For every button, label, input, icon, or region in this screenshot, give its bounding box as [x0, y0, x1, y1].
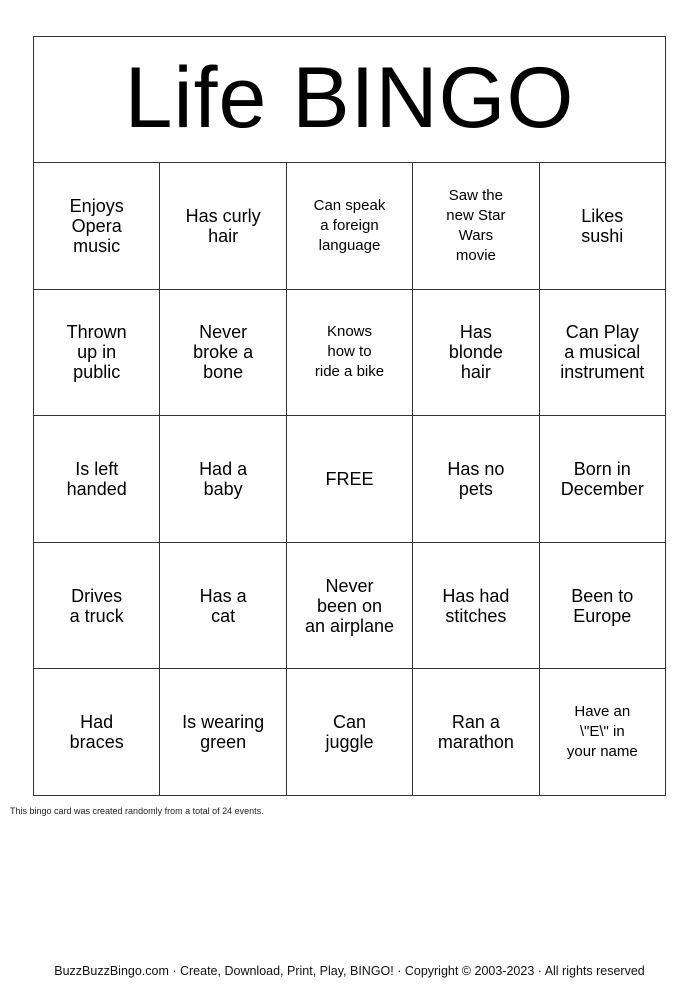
bingo-cell: [413, 669, 539, 796]
cell-text: Enjoys Opera music: [69, 195, 124, 256]
free-space-text: FREE: [325, 468, 374, 489]
cell-text: Had a baby: [199, 458, 248, 499]
bingo-cell: [413, 290, 539, 417]
bingo-cell: [540, 543, 666, 670]
cell-text: Born in December: [560, 458, 644, 499]
bingo-cell: [540, 163, 666, 290]
cell-text: Can juggle: [325, 712, 374, 753]
bingo-cell: [413, 416, 539, 543]
bingo-cell: [34, 290, 160, 417]
cell-text: Has no pets: [447, 458, 505, 499]
cell-text: Is left handed: [66, 458, 127, 499]
bingo-cell: [34, 163, 160, 290]
bingo-cell: [413, 163, 539, 290]
bingo-card: [33, 36, 666, 796]
cell-text: Has a cat: [199, 585, 247, 626]
bingo-cell: [160, 669, 286, 796]
bingo-cell: [160, 290, 286, 417]
bingo-grid: [33, 162, 666, 796]
page-footer: BuzzBuzzBingo.com · Create, Download, Print, Play, BINGO! · Copyright © 2003-2023 · All rights reserved: [54, 964, 645, 978]
bingo-cell: [34, 543, 160, 670]
cell-text: Been to Europe: [571, 585, 634, 626]
bingo-cell: [160, 543, 286, 670]
bingo-cell: [540, 290, 666, 417]
cell-text: Saw the new Star Wars movie: [446, 186, 506, 264]
cell-text: Can Play a musical instrument: [560, 322, 645, 383]
cell-text: Never broke a bone: [193, 322, 254, 383]
cell-text: Likes sushi: [581, 205, 624, 246]
bingo-cell: [287, 163, 413, 290]
card-title: Life BINGO: [124, 49, 575, 146]
cell-text: Have an \"E\" in your name: [566, 703, 638, 761]
title-box: [33, 36, 666, 163]
cell-text: Drives a truck: [69, 585, 124, 626]
bingo-cell: [287, 669, 413, 796]
cell-text: Ran a marathon: [437, 712, 514, 753]
cell-text: Is wearing green: [182, 712, 265, 753]
bingo-cell: [287, 543, 413, 670]
bingo-cell: [287, 290, 413, 417]
card-generation-note: This bingo card was created randomly from a total of 24 events.: [10, 806, 264, 816]
cell-text: Has had stitches: [442, 585, 510, 626]
cell-text: Had braces: [69, 712, 124, 753]
bingo-cell: [540, 416, 666, 543]
cell-text: Has blonde hair: [448, 322, 503, 383]
cell-text: Can speak a foreign language: [313, 196, 386, 254]
bingo-cell: [160, 163, 286, 290]
free-space-cell: [287, 416, 413, 543]
bingo-cell: [540, 669, 666, 796]
bingo-cell: [413, 543, 539, 670]
bingo-cell: [34, 416, 160, 543]
cell-text: Has curly hair: [185, 205, 261, 246]
cell-text: Thrown up in public: [66, 322, 127, 383]
bingo-cell: [160, 416, 286, 543]
bingo-cell: [34, 669, 160, 796]
cell-text: Knows how to ride a bike: [314, 323, 385, 381]
cell-text: Never been on an airplane: [304, 575, 395, 636]
